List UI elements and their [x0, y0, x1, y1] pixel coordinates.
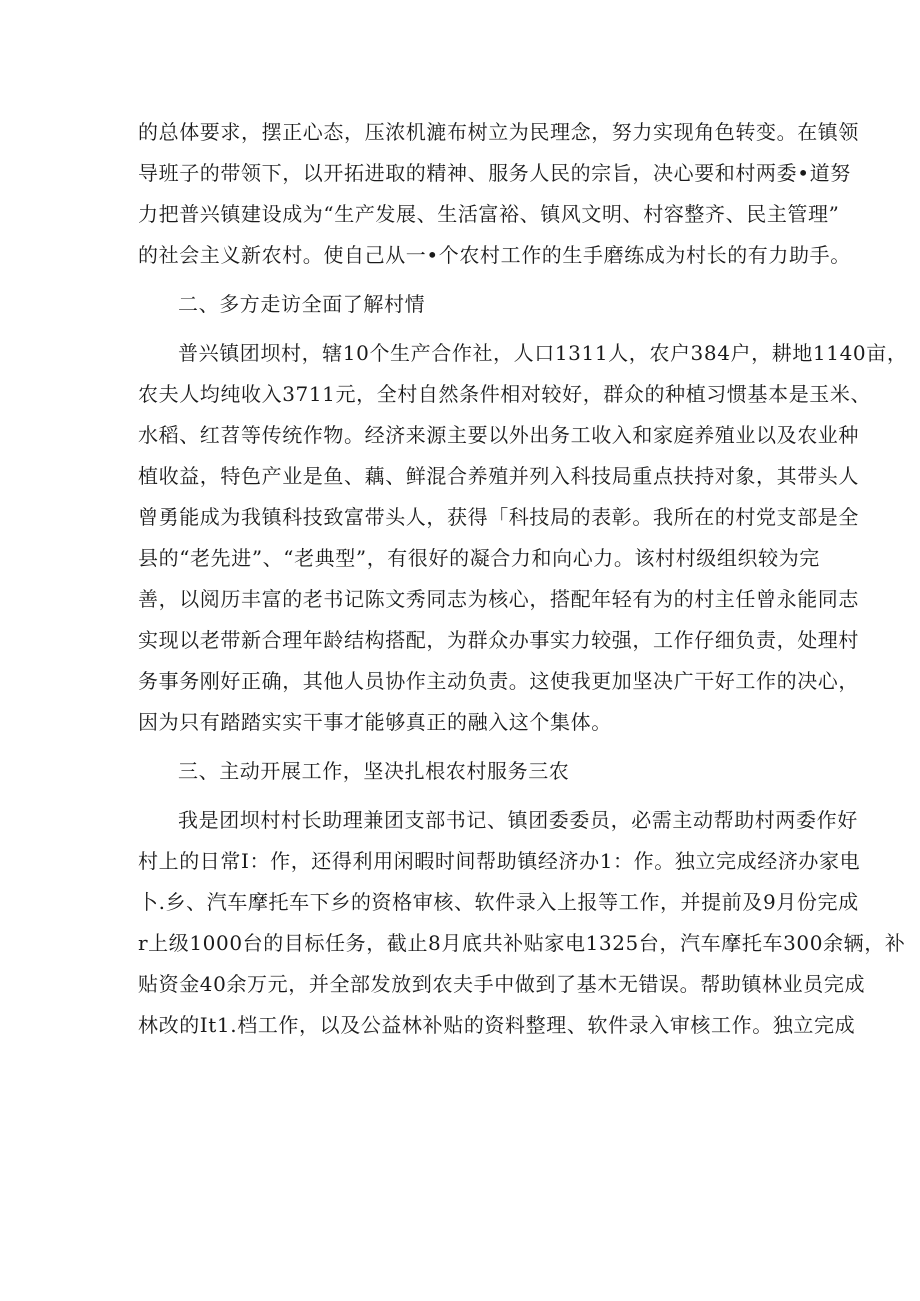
paragraph-line: 实现以老带新合理年龄结构搭配，为群众办事实力较强，工作仔细负责，处理村 — [138, 628, 859, 652]
paragraph-line: 水稻、红苕等传统作物。经济来源主要以外出务工收入和家庭养殖业以及农业种 — [138, 423, 859, 447]
paragraph-line: 的社会主义新农村。使自己从一•个农村工作的生手磨练成为村长的有力助手。 — [138, 243, 851, 267]
paragraph-line: 务事务刚好正确，其他人员协作主动负责。这使我更加坚决广干好工作的决心， — [138, 669, 859, 693]
paragraph-line: 植收益，特色产业是鱼、藕、鲜混合养殖并列入科技局重点扶持对象，其带头人 — [138, 464, 859, 488]
paragraph-line: 因为只有踏踏实实干事才能够真正的融入这个集体。 — [138, 710, 612, 734]
paragraph-line: 我是团坝村村长助理兼团支部书记、镇团委委员，必需主动帮助村两委作好 — [178, 808, 858, 832]
paragraph-line: 导班子的带领下，以开拓进取的精神、服务人民的宗旨，决心要和村两委•道努 — [138, 161, 851, 185]
section-heading: 三、主动开展工作，坚决扎根农村服务三农 — [178, 759, 570, 783]
paragraph-line: r上级1000台的目标任务，截止8月底共补贴家电1325台，汽车摩托车300余辆，补 — [138, 931, 906, 955]
paragraph-line: 农夫人均纯收入3711元，全村自然条件相对较好，群众的种植习惯基本是玉米、 — [138, 382, 872, 406]
section-heading: 二、多方走访全面了解村情 — [178, 292, 426, 316]
paragraph-line: 曾勇能成为我镇科技致富带头人，获得「科技局的表彰。我所在的村党支部是全 — [138, 505, 859, 529]
document-body — [138, 112, 908, 1046]
paragraph-line: 善，以阅历丰富的老书记陈文秀同志为核心，搭配年轻有为的村主任曾永能同志 — [138, 587, 859, 611]
paragraph-line: 村上的日常I：作，还得利用闲暇时间帮助镇经济办1：作。独立完成经济办家电 — [138, 849, 861, 873]
paragraph-line: 县的“老先进”、“老典型”，有很好的凝合力和向心力。该村村级组织较为完 — [138, 546, 820, 570]
paragraph-line: 贴资金40余万元，并全部发放到农夫手中做到了基木无错误。帮助镇林业员完成 — [138, 972, 866, 996]
paragraph-line: 力把普兴镇建设成为“生产发展、生活富裕、镇风文明、村容整齐、民主管理” — [138, 202, 840, 226]
paragraph-line: 卜.乡、汽车摩托车下乡的资格审核、软件录入上报等工作，并提前及9月份完成 — [138, 890, 859, 914]
paragraph-line: 的总体要求，摆正心态，压浓机漉布树立为民理念，努力实现角色转变。在镇领 — [138, 120, 859, 144]
paragraph-line: 林改的It1.档工作，以及公益林补贴的资料整理、软件录入审核工作。独立完成 — [138, 1013, 856, 1037]
paragraph-line: 普兴镇团坝村，辖10个生产合作社，人口1311人，农户384户，耕地1140亩， — [178, 341, 908, 365]
